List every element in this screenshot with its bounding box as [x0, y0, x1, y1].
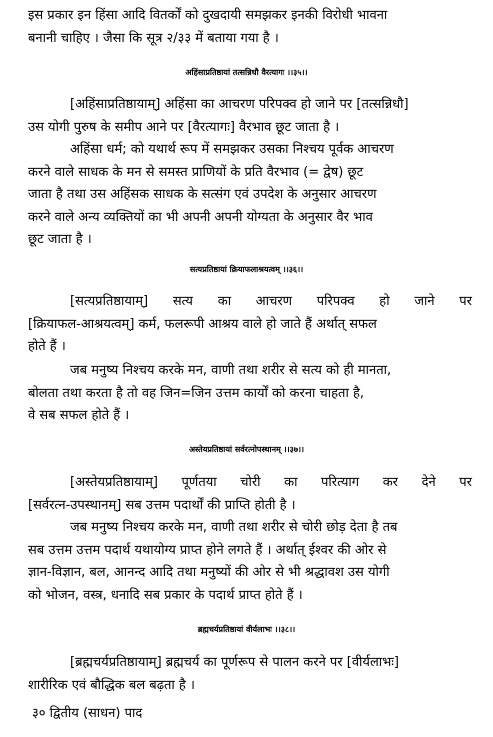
text-line: [क्रियाफल-आश्रयत्वम्] कर्म, फलरूपी आश्रय वाले हो जाते हैं अर्थात् सफल	[28, 316, 377, 332]
text-line: करने वाले साधक के मन से समस्त प्राणियों के प्रति वैरभाव (= द्वेष) छूट	[28, 164, 364, 180]
page-footer: ३० द्वितीय (साधन) पाद	[32, 706, 143, 721]
sutra-35-heading: अहिंसाप्रतिष्ठायां तत्सन्निधौ वैरत्यागः ।।३५।।	[185, 67, 308, 77]
sutra-36-heading: सत्यप्रतिष्ठायां क्रियाफलाश्रयत्वम् ।।३६।।	[189, 264, 304, 274]
text-line: जब मनुष्य निश्चय करके मन, वाणी तथा शरीर से चोरी छोड़ देता है तब	[70, 520, 398, 535]
text-line: [सत्यप्रतिष्ठायाम्] सत्य का आचरण परिपक्व हो जाने पर	[70, 294, 472, 309]
text-line: छूट जाता है ।	[28, 232, 92, 248]
text-line: होते हैं ।	[28, 339, 66, 355]
text-line: [ब्रह्मचर्यप्रतिष्ठायाम्] ब्रह्मचर्य का पूर्णरूप से पालन करने पर [वीर्यलाभः]	[70, 655, 399, 670]
text-line: उस योगी पुरुष के समीप आने पर [वैरत्यागः] वैरभाव छूट जाता है ।	[28, 119, 340, 135]
sutra-36-explanation	[28, 360, 472, 428]
sutra-35-translation	[28, 94, 472, 139]
sutra-37-heading: अस्तेयप्रतिष्ठायां सर्वरत्नोपस्थानम् ।।३७।।	[188, 444, 305, 454]
sutra-38-translation	[28, 652, 472, 697]
text-line: शारीरिक एवं बौद्धिक बल बढ़ता है ।	[28, 677, 195, 693]
text-line: जब मनुष्य निश्चय करके मन, वाणी तथा शरीर से सत्य को ही मानता,	[70, 363, 392, 378]
text-line: करने वाले अन्य व्यक्तियों का भी अपनी अपनी योग्यता के अनुसार वैर भाव	[28, 209, 373, 225]
text-line: सब उत्तम उत्तम पदार्थ यथायोग्य प्राप्त होने लगते हैं । अर्थात् ईश्वर की ओर से	[28, 542, 387, 558]
text-line: को भोजन, वस्त्र, धनादि सब प्रकार के पदार्थ प्राप्त होते हैं ।	[28, 587, 303, 603]
text-line: अहिंसा धर्म; को यथार्थ रूप में समझकर उसका निश्चय पूर्वक आचरण	[70, 142, 394, 157]
text-line: ज्ञान-विज्ञान, बल, आनन्द आदि तथा मनुष्यों की ओर से भी श्रद्धावश उस योगी	[28, 565, 390, 581]
sutra-37-explanation	[28, 517, 472, 607]
text-line: [अहिंसाप्रतिष्ठायाम्] अहिंसा का आचरण परिपक्व हो जाने पर [तत्सन्निधौ]	[70, 97, 409, 112]
text-line: बोलता तथा करता है तो वह जिन=जिन उत्तम कार्यों को करना चाहता है,	[28, 385, 365, 401]
sutra-37-translation	[28, 472, 472, 517]
intro-paragraph	[28, 5, 472, 50]
sutra-36-translation	[28, 291, 472, 359]
text-line: वे सब सफल होते हैं ।	[28, 408, 130, 424]
text-line: [सर्वरत्न-उपस्थानम्] सब उत्तम पदार्थों की प्राप्ति होती है ।	[28, 497, 296, 513]
text-line: [अस्तेयप्रतिष्ठायाम्] पूर्णतया चोरी का परित्याग कर देने पर	[70, 475, 472, 490]
text-line: बनानी चाहिए । जैसा कि सूत्र २/३३ में बताया गया है ।	[28, 30, 279, 46]
text-line: इस प्रकार इन हिंसा आदि वितर्कों को दुखदायी समझकर इनकी विरोधी भावना	[28, 8, 388, 23]
sutra-38-heading: ब्रह्मचर्यप्रतिष्ठायां वीर्यलाभः ।।३८।।	[197, 624, 296, 634]
text-line: जाता है तथा उस अहिंसक साधक के सत्संग एवं उपदेश के अनुसार आचरण	[28, 187, 377, 203]
sutra-35-explanation	[28, 139, 472, 252]
